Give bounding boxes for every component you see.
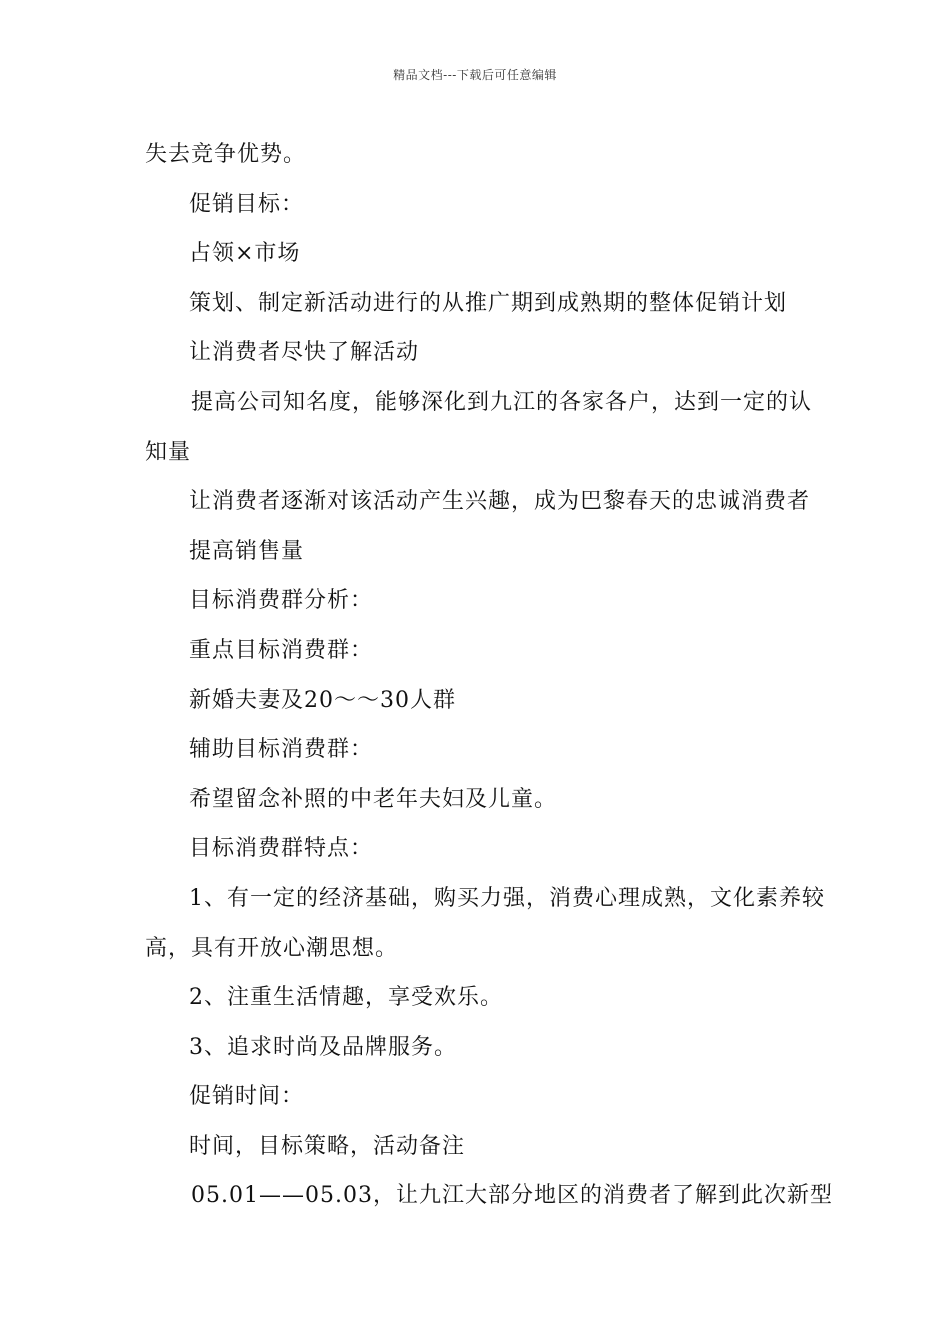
page-header: 精品文档---下载后可任意编辑 xyxy=(393,68,557,82)
paragraph-line: 让消费者逐渐对该活动产生兴趣，成为巴黎春天的忠诚消费者 xyxy=(189,489,811,515)
paragraph-line: 高，具有开放心潮思想。 xyxy=(145,935,399,961)
paragraph-line: 1、有一定的经济基础，购买力强，消费心理成熟，文化素养较 xyxy=(189,885,825,911)
paragraph-line: 3、追求时尚及品牌服务。 xyxy=(189,1034,457,1060)
paragraph-line: 目标消费群特点： xyxy=(189,836,374,862)
paragraph-line: 让消费者尽快了解活动 xyxy=(189,340,420,366)
document-body xyxy=(145,130,833,1221)
paragraph-line: 希望留念补照的中老年夫妇及儿童。 xyxy=(189,786,558,812)
paragraph-line: 促销时间： xyxy=(189,1084,305,1110)
paragraph-line: 占领×市场 xyxy=(189,241,301,267)
paragraph-line: 促销目标： xyxy=(189,191,305,217)
paragraph-line: 目标消费群分析： xyxy=(189,588,374,614)
paragraph-line: 辅助目标消费群： xyxy=(189,737,374,763)
paragraph-line: 05.01——05.03，让九江大部分地区的消费者了解到此次新型 xyxy=(191,1183,833,1209)
paragraph-line: 重点目标消费群： xyxy=(189,637,374,663)
paragraph-line: 时间，目标策略，活动备注 xyxy=(189,1133,466,1159)
paragraph-line: 新婚夫妻及20～～30人群 xyxy=(189,687,456,713)
paragraph-line: 提高销售量 xyxy=(189,538,305,564)
paragraph-line: 提高公司知名度，能够深化到九江的各家各户，达到一定的认 xyxy=(191,389,813,415)
paragraph-line: 策划、制定新活动进行的从推广期到成熟期的整体促销计划 xyxy=(189,290,788,316)
paragraph-line: 知量 xyxy=(145,439,192,465)
paragraph-line: 失去竞争优势。 xyxy=(145,142,307,167)
paragraph-line: 2、注重生活情趣，享受欢乐。 xyxy=(189,985,503,1011)
